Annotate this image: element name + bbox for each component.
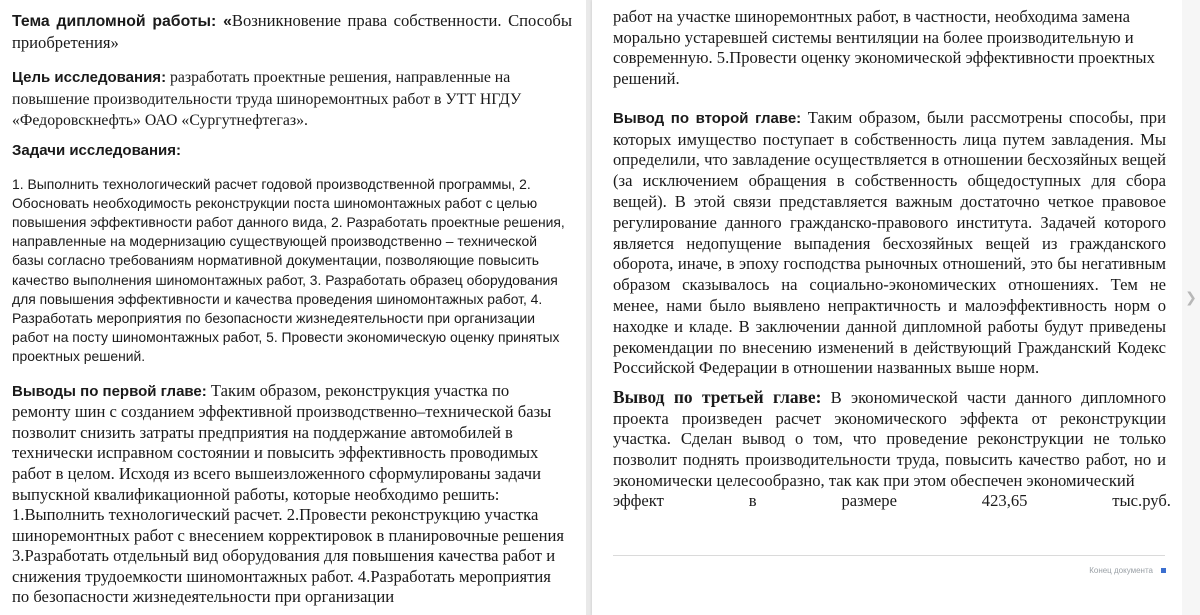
- vyvod2-text: Таким образом, были рассмотрены способы, при которых имущество поступает в собственность лица путем завладения. Мы определили, что завладение осуществляется в отношении бесхозяйных вещей (за исключением обращения в собственность общедоступных для сбора вещей). В этой связи представляется важным достаточно четкое правовое регулирование данного гражданско-правового института. Задачей которого является недопущение выпадения бесхозяйных вещей из гражданского оборота, иначе, в эпоху господства рыночных отношений, это бы негативным образом сказывалось на социально-экономических отношениях. Тем не менее, нами было выявлено непрактичность и малоэффективность норм о находке и кладе. В заключении данной дипломной работы будут приведены рекомендации по внесению изменений в действующий Гражданский Кодекс Российской Федерации в отношении названных выше норм.: [613, 107, 1166, 378]
- cel-paragraph: [12, 67, 572, 132]
- vyvod1-label: Выводы по первой главе:: [12, 382, 207, 400]
- vyvod3-paragraph: [613, 387, 1166, 491]
- vyvod1-paragraph: [12, 381, 572, 609]
- zadachi-heading: Задачи исследования:: [12, 141, 181, 159]
- document-end-divider: [613, 555, 1165, 556]
- document-page-left: [0, 0, 586, 615]
- vyvod2-paragraph: [613, 108, 1166, 379]
- tema-value: Возникновение права собственности. Способы приобретения»: [12, 11, 572, 52]
- document-end-label: Конец документа: [1089, 566, 1153, 575]
- vyvod3-last-line: [613, 491, 1171, 512]
- document-end-marker: [1161, 568, 1166, 573]
- last-word: тыс.руб.: [1112, 491, 1171, 511]
- document-page-right: [592, 0, 1182, 615]
- vyvod2-label: Вывод по второй главе:: [613, 109, 802, 127]
- tema-label: Тема дипломной работы: «: [12, 13, 232, 30]
- vyvod3-text: В экономической части данного дипломного проекта произведен расчет экономического эффекта от реконструкции участка. Сделан вывод о том, что проведение реконструкции не только позволит поднять производительности труда, повысить качество работ, но и экономически целесообразно, так как при этом обеспечен экономический: [613, 388, 1166, 490]
- last-word: размере: [841, 491, 897, 511]
- vyvod1-text: Таким образом, реконструкция участка по ремонту шин с созданием эффективной производственно–технической базы позволит снизить затраты предприятия на поддержание автомобилей в технически исправном состоянии и повысить эффективность проводимых работ в целом. Исходя из всего вышеизложенного сформулированы задачи выпускной квалификационной работы, которые необходимо решить: 1.Выполнить технологический расчет. 2.Провести реконструкцию участка шиноремонтных работ с внесением корректировок в планировочные решения 3.Разработать отдельный вид оборудования для повышения качества работ и снижения трудоемкости шиномонтажных работ. 4.Разработать мероприятия по безопасности жизнедеятельности при организации: [12, 380, 565, 607]
- vyvod3-label: Вывод по третьей главе:: [613, 387, 822, 408]
- continuation-paragraph: работ на участке шиноремонтных работ, в частности, необходима замена морально устаревшей системы вентиляции на более производительную и современную. 5.Провести оценку экономической эффективности проектных решений.: [613, 7, 1155, 89]
- tema-paragraph: [12, 11, 572, 54]
- last-word: 423,65: [981, 491, 1028, 511]
- cel-value: разработать проектные решения, направленные на повышение производительности труда шиноремонтных работ в УТТ НГДУ «Федоровскнефть» ОАО «Сургутнефтегаз».: [12, 69, 522, 129]
- chevron-right-icon[interactable]: ❯: [1185, 290, 1197, 306]
- last-word: эффект: [613, 491, 664, 511]
- cel-label: Цель исследования:: [12, 69, 167, 86]
- zadachi-text: 1. Выполнить технологический расчет годовой производственной программы, 2. Обосновать необходимость реконструкции поста шиномонтажных работ с целью повышения эффективности работ данного вида, 2. Разработать проектные решения, направленные на модернизацию существующей производственно – технической базы согласно требованиям нормативной документации, позволяющие повысить качество выполнения шиномонтажных работ, 3. Разработать образец оборудования для повышения эффективности и качества проведения шиномонтажных работ, 4. Разработать мероприятия по безопасности жизнедеятельности при организации работ на посту шиномонтажных работ, 5. Провести экономическую оценку принятых проектных решений.: [12, 175, 565, 365]
- vertical-scrollbar[interactable]: [1182, 0, 1200, 615]
- last-word: в: [748, 491, 757, 511]
